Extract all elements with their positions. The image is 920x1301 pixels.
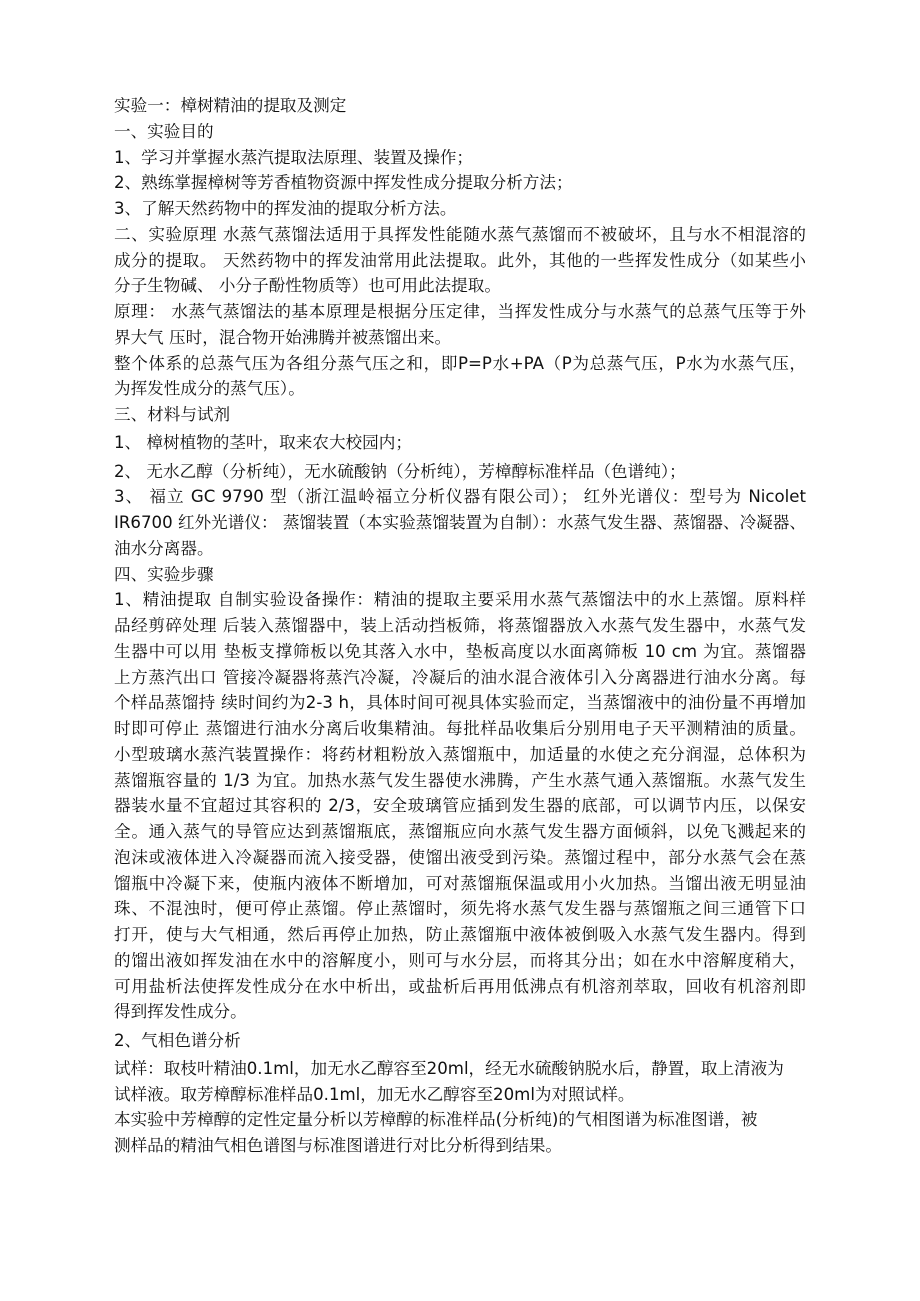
text-line: 打开，使与大气相通，然后再停止加热，防止蒸馏瓶中液体被倒吸入水蒸气发生器内。得到	[114, 925, 806, 944]
document-page	[114, 93, 806, 1159]
text-line: 全。通入蒸气的导管应达到蒸馏瓶底，蒸馏瓶应向水蒸气发生器方面倾斜，以免飞溅起来的	[114, 822, 806, 841]
text-line: 测样品的精油气相色谱图与标准图谱进行对比分析得到结果。	[114, 1136, 563, 1155]
section-heading-materials: 三、材料与试剂	[114, 405, 231, 424]
section-heading-steps: 四、实验步骤	[114, 564, 214, 584]
text-line: 馏瓶中冷凝下来，使瓶内液体不断增加，可对蒸馏瓶保温或用小火加热。当馏出液无明显油	[114, 873, 806, 893]
text-line: 泡沫或液体进入冷凝器而流入接受器，使馏出液受到污染。蒸馏过程中，部分水蒸气会在蒸	[114, 847, 806, 867]
text-line: 时即可停止 蒸馏进行油水分离后收集精油。每批样品收集后分别用电子天平测精油的质量。	[114, 719, 806, 738]
text-line: 蒸馏瓶容量的 1/3 为宜。加热水蒸气发生器使水沸腾，产生水蒸气通入蒸馏瓶。水蒸气发生	[114, 770, 806, 790]
text-line: 的馏出液如挥发油在水中的溶解度小，则可与水分层，而将其分出；如在水中溶解度稍大，	[114, 950, 806, 970]
text-line: 油水分离器。	[114, 538, 214, 558]
text-line: 小型玻璃水蒸汽装置操作：将药材粗粉放入蒸馏瓶中，加适量的水使之充分润湿，总体积为	[114, 744, 806, 764]
text-line: 1、 樟树植物的茎叶，取来农大校园内；	[114, 433, 412, 453]
section-heading-principle: 二、实验原理 水蒸气蒸馏法适用于具挥发性能随水蒸气蒸馏而不被破坏，且与水不相混溶的	[114, 224, 806, 244]
text-line: 分子生物碱、 小分子酚性物质等）也可用此法提取。	[114, 276, 501, 296]
text-line: 试样：取枝叶精油0.1ml，加无水乙醇容至20ml，经无水硫酸钠脱水后，静置，取上清液为	[114, 1058, 784, 1078]
text-line: 整个体系的总蒸气压为各组分蒸气压之和，即P=P水+PA（P为总蒸气压，P水为水蒸气压，	[114, 353, 806, 373]
text-line: 成分的提取。 天然药物中的挥发油常用此法提取。此外，其他的一些挥发性成分（如某些小	[114, 250, 806, 270]
text-line: 珠、不混浊时，便可停止蒸馏。停止蒸馏时，须先将水蒸气发生器与蒸馏瓶之间三通管下口	[114, 899, 806, 919]
text-line: 2、 无水乙醇（分析纯），无水硫酸钠（分析纯），芳樟醇标准样品（色谱纯）；	[114, 461, 686, 481]
text-line: IR6700 红外光谱仪： 蒸馏装置（本实验蒸馏装置为自制）：水蒸气发生器、蒸馏器、冷凝器、	[114, 513, 806, 532]
text-line: 3、 福立 GC 9790 型（浙江温岭福立分析仪器有限公司）； 红外光谱仪：型号为 Nicolet	[114, 487, 806, 507]
text-line: 1、学习并掌握水蒸汽提取法原理、装置及操作；	[114, 147, 474, 167]
text-line: 本实验中芳樟醇的定性定量分析以芳樟醇的标准样品(分析纯)的气相图谱为标准图谱，被	[114, 1110, 758, 1130]
text-line: 上方蒸汽出口 管接冷凝器将蒸汽冷凝，冷凝后的油水混合液体引入分离器进行油水分离。每	[114, 667, 806, 687]
text-line: 2、熟练掌握樟树等芳香植物资源中挥发性成分提取分析方法；	[114, 173, 573, 193]
text-line: 得到挥发性成分。	[114, 1002, 247, 1022]
text-line: 可用盐析法使挥发性成分在水中析出，或盐析后再用低沸点有机溶剂萃取，回收有机溶剂即	[114, 976, 806, 996]
text-line: 为挥发性成分的蒸气压）。	[114, 379, 305, 399]
text-line: 品经剪碎处理 后装入蒸馏器中，装上活动挡板筛，将蒸馏器放入水蒸气发生器中，水蒸气发	[114, 616, 806, 635]
text-line: 生器中可以用 垫板支撑筛板以免其落入水中，垫板高度以水面离筛板 10 cm 为宜。蒸馏器	[114, 641, 806, 661]
subsection-heading-gc: 2、气相色谱分析	[114, 1030, 241, 1050]
text-line: 界大气 压时，混合物开始沸腾并被蒸馏出来。	[114, 327, 452, 347]
text-line: 试样液。取芳樟醇标准样品0.1ml，加无水乙醇容至20ml为对照试样。	[114, 1084, 635, 1104]
text-line: 器装水量不宜超过其容积的 2/3，安全玻璃管应插到发生器的底部，可以调节内压，以保安	[114, 796, 806, 816]
text-line: 1、精油提取 自制实验设备操作：精油的提取主要采用水蒸气蒸馏法中的水上蒸馏。原料样	[114, 590, 806, 610]
text-line: 原理： 水蒸气蒸馏法的基本原理是根据分压定律，当挥发性成分与水蒸气的总蒸气压等于外	[114, 302, 806, 321]
document-title: 实验一：樟树精油的提取及测定	[114, 96, 347, 115]
text-line: 3、了解天然药物中的挥发油的提取分析方法。	[114, 199, 457, 218]
text-line: 个样品蒸馏持 续时间约为2-3 h，具体时间可视具体实验而定，当蒸馏液中的油份量不再增加	[114, 693, 806, 713]
section-heading-purpose: 一、实验目的	[114, 121, 214, 141]
